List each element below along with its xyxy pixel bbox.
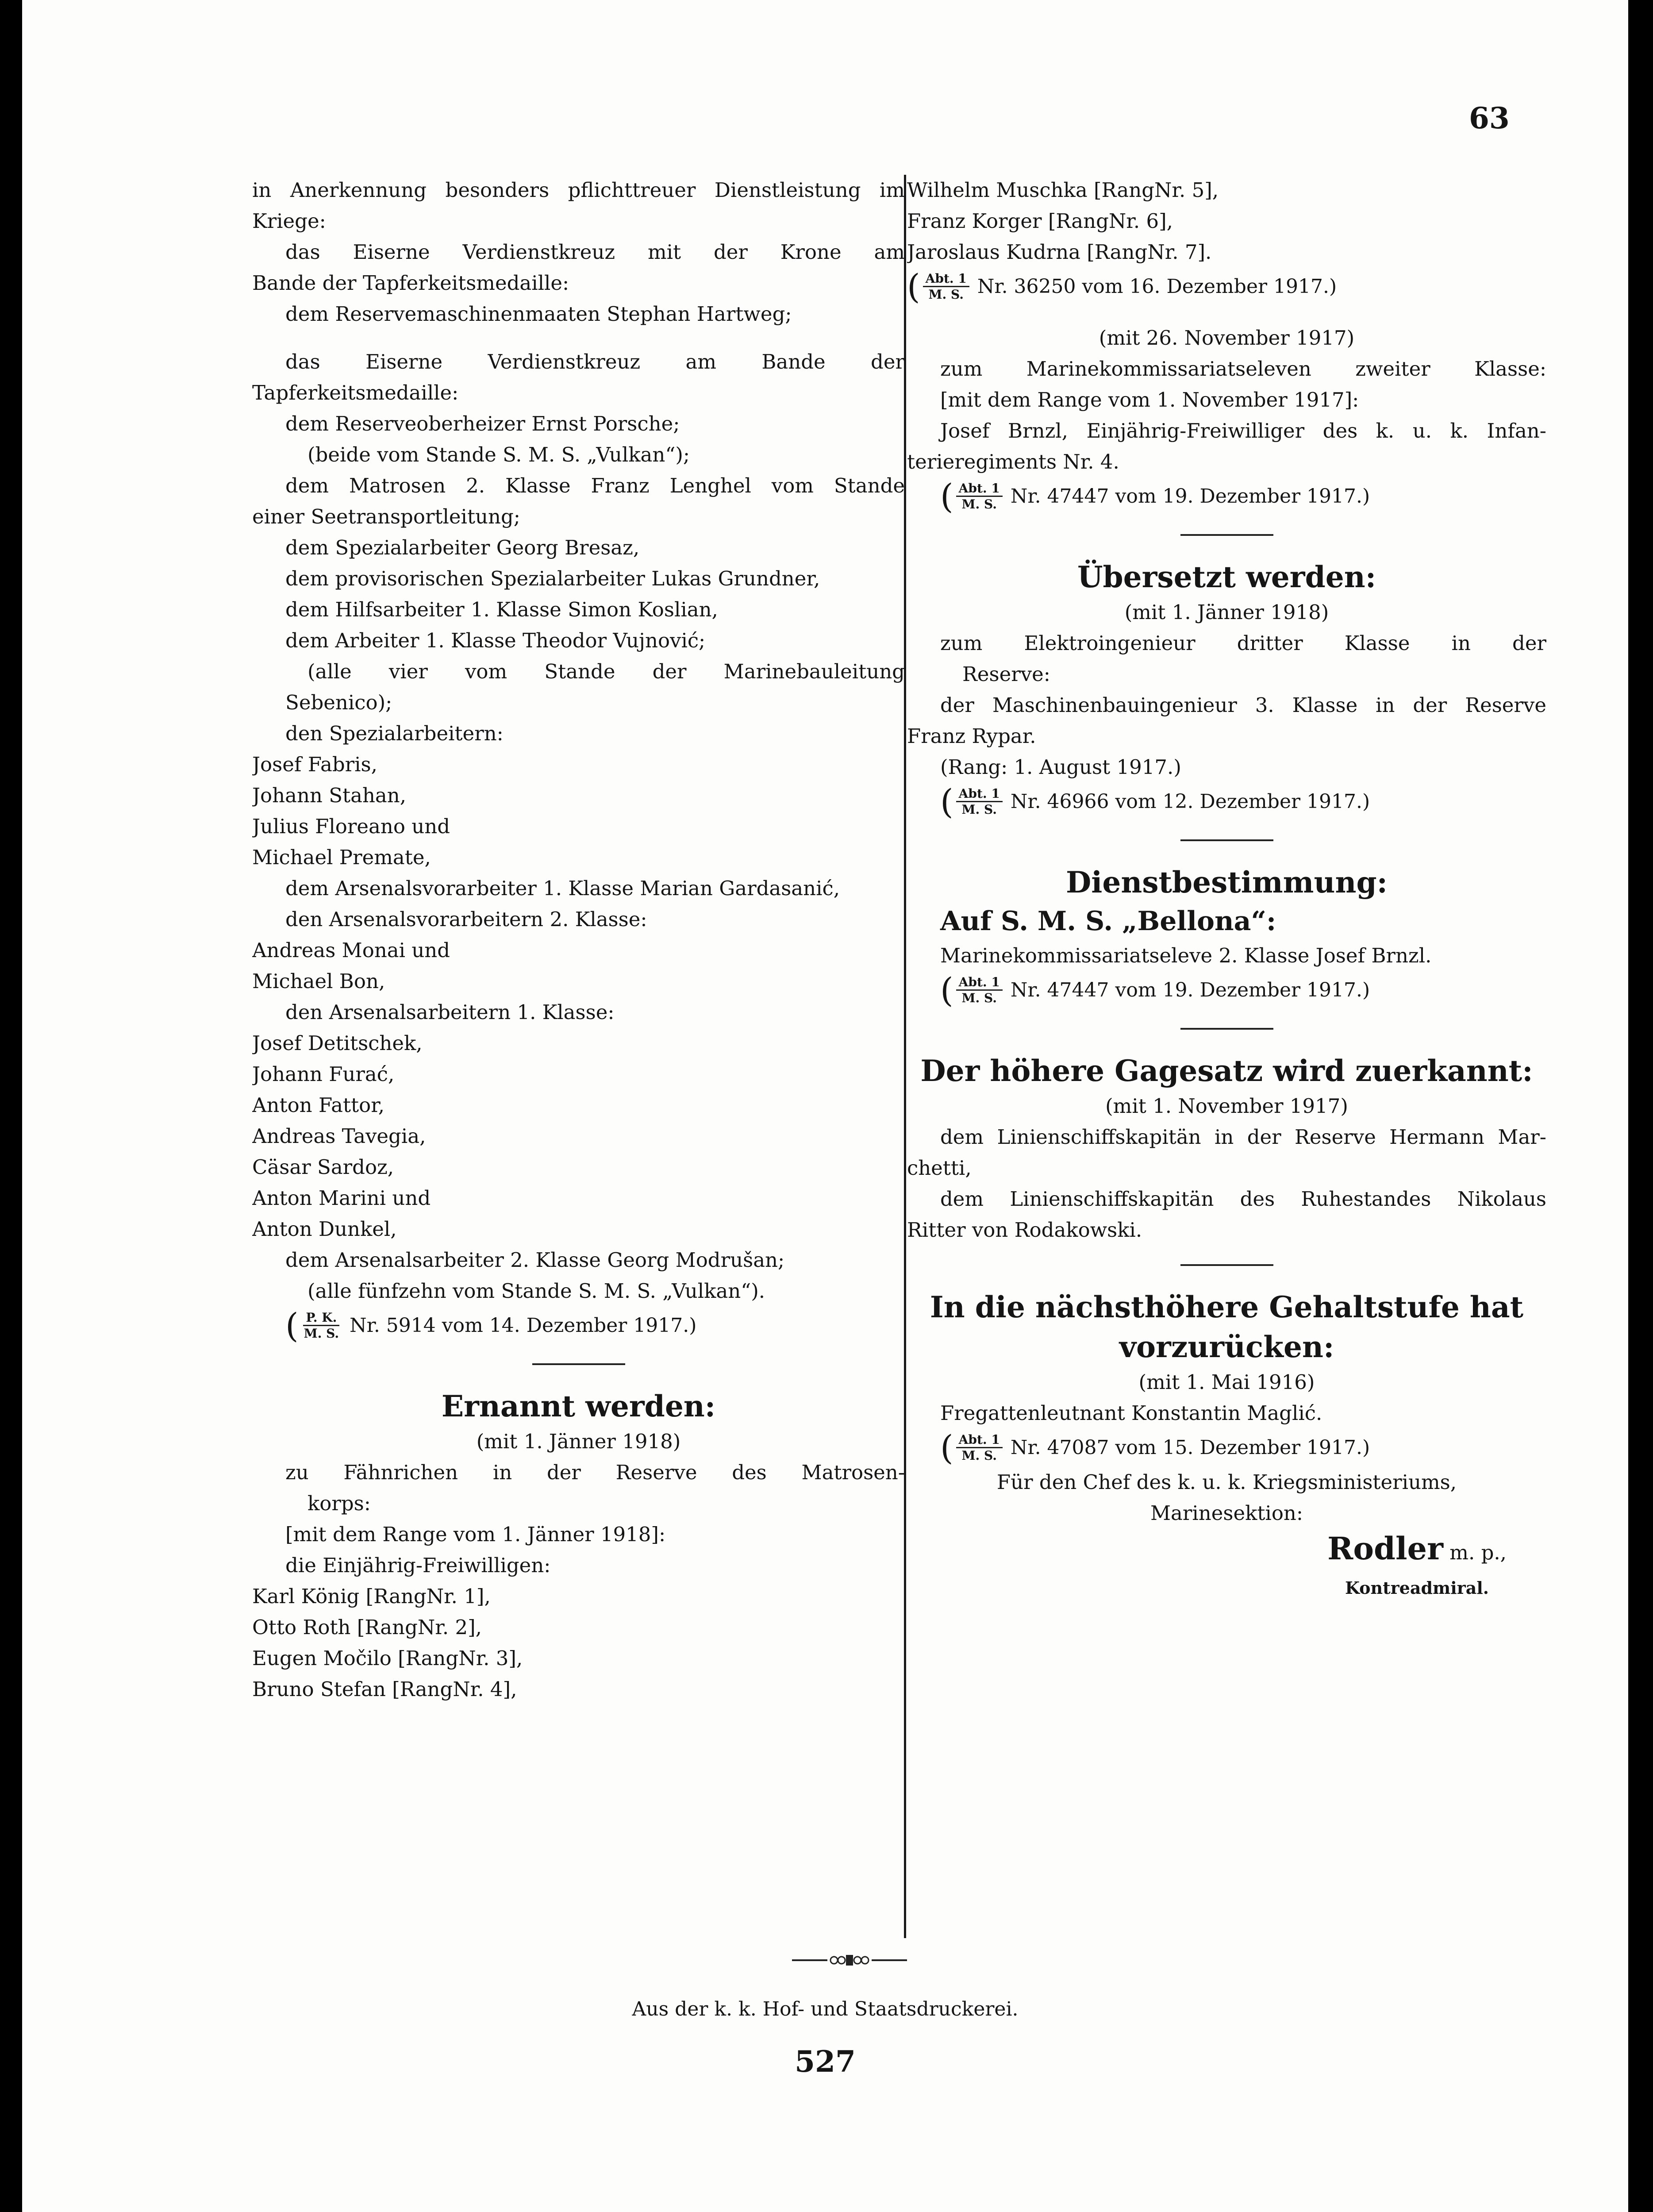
text-line: Michael Premate,: [252, 846, 431, 869]
text-line: Andreas Tavegia,: [252, 1124, 426, 1148]
decree-reference: ( $\frac{\text{Abt. 1}}{M. S.}$ Nr. 47087 vom 15. Dezember 1917.): [940, 1428, 1370, 1467]
text-line: den Spezialarbeitern:: [285, 722, 504, 745]
ship-heading: Auf S. M. S. „Bellona“:: [940, 906, 1276, 937]
text-line: dem Linienschiffskapitän in der Reserve Hermann Mar-: [940, 1125, 1546, 1149]
text-line: Wilhelm Muschka [RangNr. 5],: [907, 178, 1219, 202]
section-separator: [1180, 534, 1273, 536]
text-line: chetti,: [907, 1156, 972, 1180]
text-line: dem Spezialarbeiter Georg Bresaz,: [285, 536, 640, 559]
section-heading: Übersetzt werden:: [1077, 560, 1376, 594]
sheet-number: 527: [795, 2044, 856, 2079]
text-line: Anton Dunkel,: [252, 1217, 397, 1241]
text-line: Josef Fabris,: [252, 753, 377, 776]
text-line: Ritter von Rodakowski.: [907, 1218, 1142, 1242]
section-date: (mit 1. November 1917): [1105, 1094, 1348, 1118]
decree-reference: ( $\frac{P. K.}{M. S.}$ Nr. 5914 vom 14. Dezember 1917.): [285, 1306, 697, 1345]
text-line: den Arsenalsvorarbeitern 2. Klasse:: [285, 908, 647, 931]
text-line: (beide vom Stande S. M. S. „Vulkan“);: [308, 443, 690, 466]
text-line: (alle vier vom Stande der Marinebauleitung: [308, 660, 905, 683]
reference-fraction: $\frac{\text{Abt. 1}}{M. S.}$: [956, 787, 1003, 817]
document-page: [22, 0, 1628, 2212]
right-column: [907, 175, 1546, 1604]
section-separator: [1180, 1028, 1273, 1030]
text-line: dem Linienschiffskapitän des Ruhestandes Nikolaus: [940, 1187, 1546, 1211]
reference-fraction: $\frac{\text{Abt. 1}}{M. S.}$: [956, 975, 1003, 1006]
text-line: dem Arbeiter 1. Klasse Theodor Vujnović;: [285, 629, 706, 652]
text-line: dem Arsenalsarbeiter 2. Klasse Georg Modrušan;: [285, 1248, 785, 1272]
text-line: Jaroslaus Kudrna [RangNr. 7].: [907, 240, 1212, 264]
text-line: Marinekommissariatseleve 2. Klasse Josef Brnzl.: [940, 944, 1432, 967]
text-line: Karl König [RangNr. 1],: [252, 1585, 491, 1608]
section-date: (mit 1. Mai 1916): [1138, 1370, 1315, 1394]
reference-text: Nr. 47087 vom 15. Dezember 1917.): [1010, 1436, 1370, 1459]
decree-reference: ( $\frac{\text{Abt. 1}}{M. S.}$ Nr. 46966 vom 12. Dezember 1917.): [940, 782, 1370, 821]
section-date: (mit 26. November 1917): [1099, 326, 1355, 350]
section-separator: [532, 1363, 625, 1365]
text-line: Josef Brnzl, Einjährig-Freiwilliger des k. u. k. Infan-: [940, 419, 1546, 442]
text-line: Bruno Stefan [RangNr. 4],: [252, 1677, 517, 1701]
signature-mp: m. p.,: [1449, 1541, 1507, 1564]
text-line: Julius Floreano und: [252, 815, 450, 838]
reference-text: Nr. 46966 vom 12. Dezember 1917.): [1010, 790, 1370, 813]
section-heading: Dienstbestimmung:: [1066, 865, 1388, 900]
reference-text: Nr. 47447 vom 19. Dezember 1917.): [1010, 979, 1370, 1001]
text-line: dem provisorischen Spezialarbeiter Lukas Grundner,: [285, 567, 820, 590]
text-line: (Rang: 1. August 1917.): [940, 755, 1181, 779]
reference-text: Nr. 36250 vom 16. Dezember 1917.): [977, 275, 1337, 298]
text-line: Johann Furać,: [252, 1062, 395, 1086]
section-separator: [1180, 839, 1273, 841]
text-line: Bande der Tapferkeitsmedaille:: [252, 271, 569, 295]
text-line: Otto Roth [RangNr. 2],: [252, 1616, 482, 1639]
text-line: dem Matrosen 2. Klasse Franz Lenghel vom Stande: [285, 474, 905, 497]
page-number: 63: [1469, 101, 1510, 135]
text-line: Anton Marini und: [252, 1186, 431, 1210]
text-line: den Arsenalsarbeitern 1. Klasse:: [285, 1000, 615, 1024]
text-line: dem Reserveoberheizer Ernst Porsche;: [285, 412, 680, 435]
text-line: das Eiserne Verdienstkreuz am Bande der: [285, 350, 905, 373]
section-heading: vorzurücken:: [1119, 1330, 1334, 1364]
section-date: (mit 1. Jänner 1918): [476, 1430, 681, 1453]
reference-fraction: $\frac{\text{Abt. 1}}{M. S.}$: [956, 1433, 1003, 1463]
section-separator: [1180, 1264, 1273, 1266]
text-line: Franz Rypar.: [907, 724, 1036, 748]
text-line: Andreas Monai und: [252, 939, 450, 962]
signature-name: Rodler: [1327, 1530, 1443, 1567]
reference-text: Nr. 47447 vom 19. Dezember 1917.): [1010, 485, 1370, 508]
signature-line: Marinesektion:: [1150, 1501, 1303, 1525]
text-line: Kriege:: [252, 209, 326, 233]
decree-reference: ( $\frac{\text{Abt. 1}}{M. S.}$ Nr. 47447 vom 19. Dezember 1917.): [940, 970, 1370, 1010]
text-line: zum Elektroingenieur dritter Klasse in der: [940, 631, 1546, 655]
text-line: Tapferkeitsmedaille:: [252, 381, 459, 404]
text-line: Michael Bon,: [252, 969, 385, 993]
text-line: das Eiserne Verdienstkreuz mit der Krone am: [285, 240, 905, 264]
text-line: dem Hilfsarbeiter 1. Klasse Simon Koslian,: [285, 598, 718, 621]
ornament-divider: [792, 1951, 907, 1969]
text-line: Johann Stahan,: [252, 784, 407, 807]
signature: [907, 1529, 1546, 1573]
text-line: Reserve:: [962, 662, 1050, 686]
text-line: Fregattenleutnant Konstantin Maglić.: [940, 1401, 1322, 1425]
section-heading: Ernannt werden:: [441, 1389, 716, 1423]
section-heading: In die nächsthöhere Gehaltstufe hat: [930, 1290, 1524, 1324]
text-line: dem Arsenalsvorarbeiter 1. Klasse Marian Gardasanić,: [285, 877, 840, 900]
text-line: Cäsar Sardoz,: [252, 1155, 394, 1179]
text-line: Eugen Močilo [RangNr. 3],: [252, 1646, 523, 1670]
reference-fraction: $\frac{\text{Abt. 1}}{M. S.}$: [923, 272, 969, 302]
reference-fraction: $\frac{\text{Abt. 1}}{M. S.}$: [956, 481, 1003, 512]
text-line: [mit dem Range vom 1. Jänner 1918]:: [285, 1523, 666, 1546]
text-line: Sebenico);: [285, 691, 392, 714]
text-line: korps:: [308, 1492, 371, 1515]
reference-text: Nr. 5914 vom 14. Dezember 1917.): [350, 1314, 697, 1337]
text-line: in Anerkennung besonders pflichttreuer Dienstleistung im: [252, 178, 905, 202]
ornament-icon: [792, 1951, 907, 1969]
text-line: zu Fähnrichen in der Reserve des Matrosen-: [285, 1461, 905, 1484]
section-heading: Der höhere Gagesatz wird zuerkannt:: [920, 1054, 1533, 1088]
signature-line: Für den Chef des k. u. k. Kriegsministeriums,: [996, 1470, 1457, 1494]
text-line: zum Marinekommissariatseleven zweiter Klasse:: [940, 357, 1546, 381]
left-column: [252, 175, 905, 1705]
text-line: terieregiments Nr. 4.: [907, 450, 1119, 473]
text-line: der Maschinenbauingenieur 3. Klasse in der Reserve: [940, 693, 1546, 717]
text-line: Josef Detitschek,: [252, 1031, 423, 1055]
text-line: Franz Korger [RangNr. 6],: [907, 209, 1173, 233]
text-line: einer Seetransportleitung;: [252, 505, 520, 528]
text-line: (alle fünfzehn vom Stande S. M. S. „Vulkan“).: [308, 1279, 765, 1303]
text-line: [mit dem Range vom 1. November 1917]:: [940, 388, 1359, 412]
text-line: Anton Fattor,: [252, 1093, 385, 1117]
printer-line: Aus der k. k. Hof- und Staatsdruckerei.: [632, 1998, 1019, 2020]
section-date: (mit 1. Jänner 1918): [1124, 600, 1329, 624]
text-line: die Einjährig-Freiwilligen:: [285, 1554, 551, 1577]
reference-fraction: $\frac{P. K.}{M. S.}$: [304, 1310, 339, 1341]
decree-reference: ( $\frac{\text{Abt. 1}}{M. S.}$ Nr. 36250 vom 16. Dezember 1917.): [907, 267, 1337, 306]
decree-reference: ( $\frac{\text{Abt. 1}}{M. S.}$ Nr. 47447 vom 19. Dezember 1917.): [940, 477, 1370, 516]
text-line: dem Reservemaschinenmaaten Stephan Hartweg;: [285, 302, 792, 326]
signature-rank: Kontreadmiral.: [1345, 1578, 1489, 1598]
